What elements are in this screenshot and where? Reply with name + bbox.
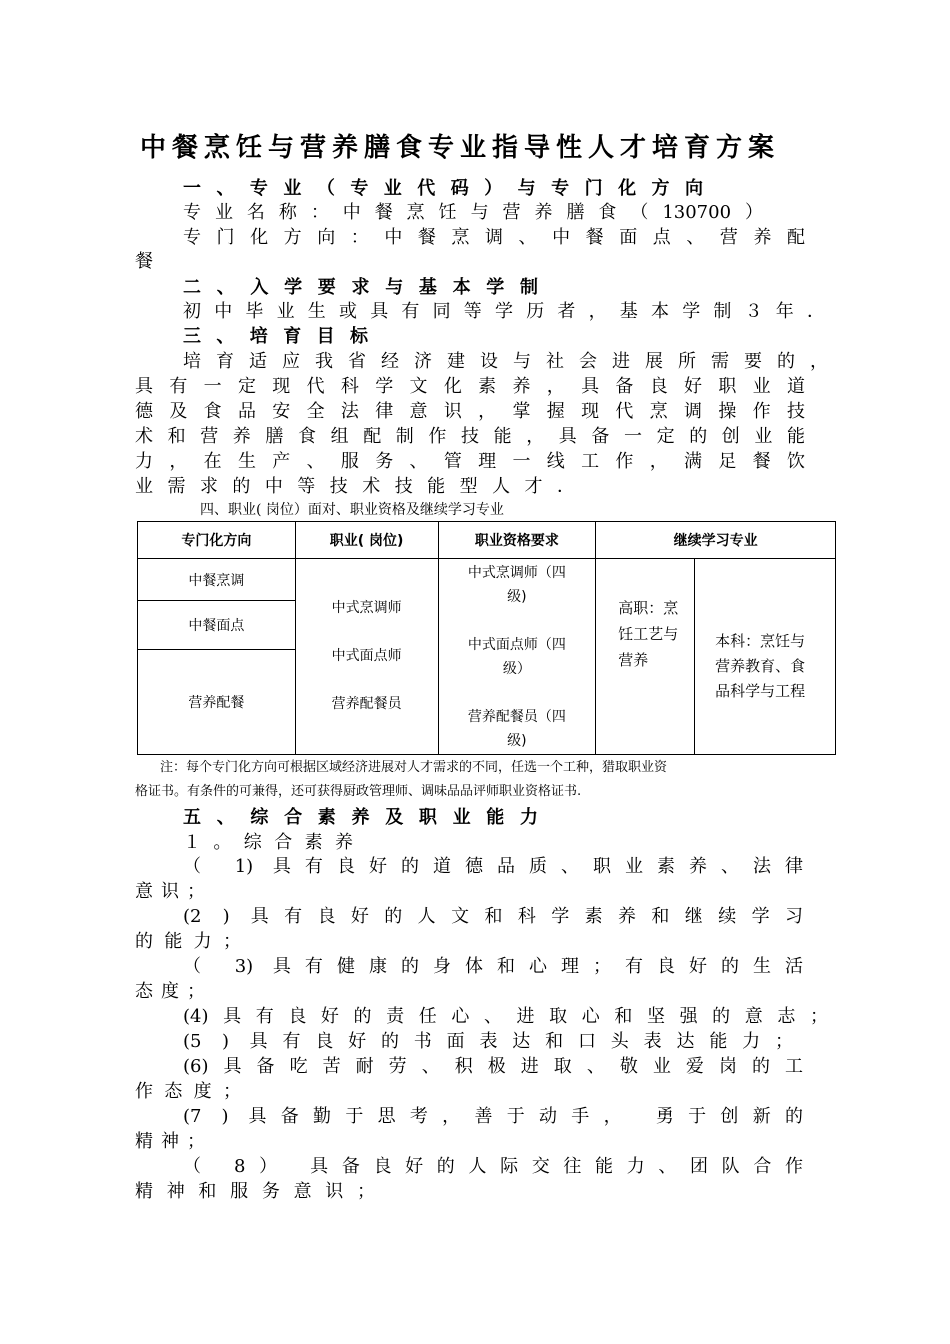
section-5-heading: 五、综合素养及职业能力 — [183, 807, 538, 828]
section-1-heading: 一、专业（专业代码）与专门化方向 — [183, 178, 703, 199]
ability-item-cont: 精神和服务意识； — [135, 1181, 375, 1202]
higher-voc-line: 高职：烹 — [618, 599, 679, 617]
job-pastry: 中式面点师 — [331, 648, 402, 664]
direction-line-cont: 餐 — [135, 251, 153, 272]
ability-item: (5 ) 具有良好的书面表达和口头表达能力； — [183, 1031, 793, 1052]
qual-line: 级) — [507, 589, 527, 605]
ability-item: （ 8） 具备良好的人际交往能力、团队合作 — [183, 1156, 803, 1177]
header-direction: 专门化方向 — [138, 522, 296, 559]
qual-cooking — [439, 561, 596, 609]
ability-item: （ 3) 具有健康的身体和心理；有良好的生活 — [183, 956, 803, 977]
job-cell — [295, 559, 438, 755]
header-further-study: 继续学习专业 — [596, 522, 836, 559]
undergrad-line: 营养教育、食 — [715, 657, 806, 675]
ability-item-cont: 意识； — [135, 881, 205, 902]
higher-voc-line: 营养 — [618, 651, 649, 669]
goal-line: 具有一定现代科学文化素养，具备良好职业道 — [135, 376, 805, 397]
ability-item: (7 ) 具备勤于思考，善于动手， 勇于创新的 — [183, 1106, 803, 1127]
goal-line: 业需求的中等技术技能型人才． — [135, 476, 575, 497]
qual-line: 级） — [502, 661, 531, 677]
direction-line: 专门化方向：中餐烹调、中餐面点、营养配 — [183, 227, 805, 248]
direction-cell: 中餐面点 — [138, 601, 296, 649]
undergrad-line: 品科学与工程 — [715, 682, 806, 700]
ability-item-cont: 的能力； — [135, 931, 241, 952]
table-note: 注：每个专门化方向可根据区域经济进展对人才需求的不同，任选一个工种，猎取职业资 — [160, 760, 668, 775]
direction-cell: 中餐烹调 — [138, 559, 296, 601]
qual-line: 中式面点师（四 — [467, 637, 566, 653]
ability-item-cont: 精神； — [135, 1131, 205, 1152]
admission-line: 初中毕业生或具有同等学历者，基本学制３年． — [183, 301, 825, 322]
goal-line: 术和营养膳食组配制作技能，具备一定的创业能 — [135, 426, 805, 447]
qual-nutrition — [439, 705, 596, 753]
ability-item: (6)具备吃苦耐劳、积极进取、敬业爱岗的工 — [183, 1056, 803, 1077]
qual-line: 级) — [507, 733, 527, 749]
table-header-row — [138, 522, 836, 559]
qualification-cell — [438, 559, 596, 755]
section-3-heading: 三、培育目标 — [183, 326, 368, 347]
subsection-title: １。综合素养 — [183, 832, 353, 853]
ability-item: （ 1) 具有良好的道德品质、职业素养、法律 — [183, 856, 803, 877]
qual-line: 中式烹调师（四 — [467, 565, 566, 581]
qualification-table — [137, 521, 836, 755]
section-2-heading: 二、入学要求与基本学制 — [183, 277, 538, 298]
goal-line: 力，在生产、服务、管理一线工作，满足餐饮 — [135, 451, 805, 472]
ability-item: (2 ) 具有良好的人文和科学素养和继续学习 — [183, 906, 803, 927]
header-qualification: 职业资格要求 — [438, 522, 596, 559]
ability-item-cont: 作态度； — [135, 1081, 241, 1102]
qual-line: 营养配餐员（四 — [467, 709, 566, 725]
direction-cell: 营养配餐 — [138, 649, 296, 754]
goal-line: 培育适应我省经济建设与社会进展所需要的， — [183, 351, 828, 372]
undergraduate-cell — [695, 559, 836, 755]
job-nutrition: 营养配餐员 — [331, 696, 402, 712]
page-title: 中餐烹饪与营养膳食专业指导性人才培育方案 — [140, 133, 781, 163]
higher-vocational-cell — [596, 559, 695, 755]
higher-voc-line: 饪工艺与 — [618, 625, 679, 643]
ability-item: (4)具有良好的责任心、进取心和坚强的意志； — [183, 1006, 828, 1027]
goal-line: 德及食品安全法律意识，掌握现代烹调操作技 — [135, 401, 805, 422]
qual-pastry — [439, 633, 596, 681]
undergrad-line: 本科：烹饪与 — [715, 632, 806, 650]
section-4-heading: 四、职业( 岗位）面对、职业资格及继续学习专业 — [200, 502, 504, 518]
header-job: 职业( 岗位) — [295, 522, 438, 559]
job-cooking: 中式烹调师 — [331, 600, 402, 616]
table-note-cont: 格证书。有条件的可兼得，还可获得厨政管理师、调味品品评师职业资格证书. — [135, 784, 582, 799]
major-name-line: 专业名称：中餐烹饪与营养膳食（130700） — [183, 202, 763, 223]
ability-item-cont: 态度； — [135, 981, 205, 1002]
table-row — [138, 559, 836, 601]
